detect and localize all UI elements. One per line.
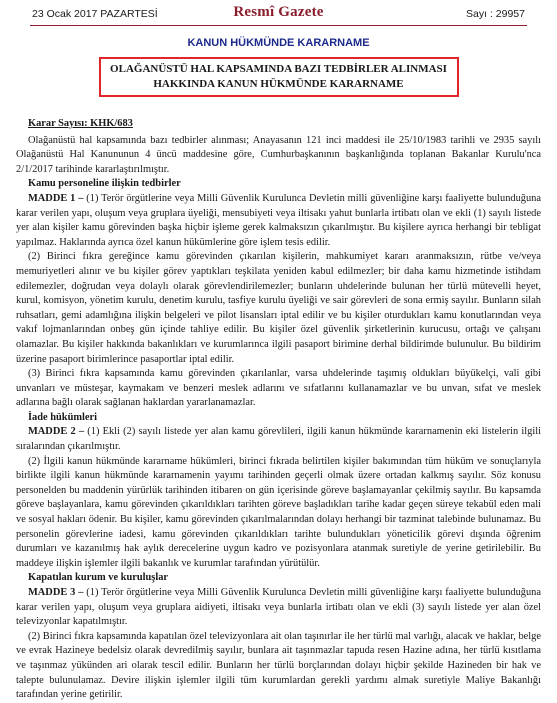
heading-reinstatement: İade hükümleri [28,411,97,423]
article-3-label: MADDE 3 – [28,587,84,598]
gazette-header [16,0,541,30]
section-title: KANUN HÜKMÜNDE KARARNAME [187,37,370,49]
header-date: 23 Ocak 2017 PAZARTESİ [32,8,158,20]
article-2-label: MADDE 2 – [28,426,85,438]
decision-number: Karar Sayısı: KHK/683 [28,118,133,129]
decree-body [16,117,541,703]
gazette-name: Resmî Gazete [233,4,324,20]
article-3-paragraph-1 [16,586,541,630]
article-1-paragraph-3: (3) Birinci fıkra kapsamında kamu görevinden çıkarılanlar, varsa uhdelerinde taşımış oldukları büyükelçi, vali gibi unvanları ve müsteşar, kaymakam ve benzeri meslek adlarını ve sıfatlarını kullanamazlar ve bu unvan, sıfat ve meslek adlarına bağlı olarak sağlanan haklardan yararlanamazlar. [16,368,541,409]
heading-closed-institutions: Kapatılan kurum ve kuruluşlar [28,572,169,584]
article-2-paragraph-1 [16,425,541,454]
article-1-paragraph-1 [16,192,541,250]
heading-personnel-measures: Kamu personeline ilişkin tedbirler [28,178,181,190]
decree-title-line-2: HAKKINDA KANUN HÜKMÜNDE KARARNAME [153,78,404,90]
decree-title-line-1: OLAĞANÜSTÜ HAL KAPSAMINDA BAZI TEDBİRLER ALINMASI [110,63,447,75]
header-divider [30,25,527,26]
decree-title-box [99,57,459,97]
intro-paragraph: Olağanüstü hal kapsamında bazı tedbirler alınması; Anayasanın 121 inci maddesi ile 25/10/1983 tarihli ve 2935 sayılı Olağanüstü Hal Kanununun 4 üncü maddesine göre, Cumhurbaşkanının başkanlığında toplanan Bakanlar Kurulu'nca 2/1/2017 tarihinde kararlaştırılmıştır. [16,134,541,175]
article-1-label: MADDE 1 – [28,192,84,204]
issue-number: Sayı : 29957 [466,8,525,20]
article-3-paragraph-2: (2) Birinci fıkra kapsamında kapatılan özel televizyonlara ait olan taşınırlar ile her türlü mal varlığı, alacak ve haklar, belge ve evrak Hazineye bedelsiz olarak devredilmiş sayılır, bunlara ait taşınmazlar tapuda resen Hazine adına, her türlü kısıtlama ve taşınmaz yükünden ari olarak tescil edilir. Bunların her türlü borçlarından dolayı hiçbir şekilde Hazineden bir hak ve talepte bulunulamaz. Devire ilişkin işlemler ilgili tüm kurumlardan gerekli yardımı almak suretiyle Maliye Bakanlığı tarafından yerine getirilir. [16,630,541,701]
article-1-paragraph-2: (2) Birinci fıkra gereğince kamu görevinden çıkarılan kişilerin, mahkumiyet kararı aranmaksızın, rütbe ve/veya memuriyetleri alınır ve bu kişiler görev yaptıkları teşkilata yeniden kabul edilmezler; bir daha kamu hizmetinde istihdam edilemezler, doğrudan veya dolaylı olarak görevlendirilemezler; bunların uhdelerinde bulunan her türlü mütevelli heyet, kurul, komisyon, yönetim kurulu, denetim kurulu, tasfiye kurulu üyeliği ve sair görevleri de sona ermiş sayılır. Bunların silah ruhsatları, gemi adamlığına ilişkin belgeleri ve pilot lisansları iptal edilir ve bu kişiler oturdukları kamu konutlarından veya vakıf lojmanlarından onbeş gün içinde tahliye edilir. Bu kişiler özel güvenlik şirketlerinin kurucusu, ortağı ve çalışanı olamazlar. Bu kişiler hakkında bakanlıkları ve kurumlarınca ilgili pasaport birimine derhal bildirimde bulunulur. Bu bildirim üzerine pasaport birimlerince pasaportlar iptal edilir. [16,251,541,365]
article-1-p1-text: (1) Terör örgütlerine veya Milli Güvenlik Kurulunca Devletin milli güvenliğine karşı faaliyette bulunduğuna karar verilen yapı, oluşum veya gruplara üyeliği, mensubiyeti veya iltisakı yahut bunlarla irtibatı olan ve ekli (1) sayılı listede yer alan kişiler kamu görevinden başka hiçbir işleme gerek kalmaksızın çıkarılmıştır. Bu kişilere ayrıca herhangi bir tebligat yapılmaz. Haklarında ayrıca özel kanun hükümlerine göre işlem tesis edilir. [16,192,541,248]
article-2-paragraph-2: (2) İlgili kanun hükmünde kararname hükümleri, birinci fıkrada belirtilen kişiler bakımından tüm hüküm ve sonuçlarıyla birlikte ilgili kanun hükmünde kararnamenin yayımı tarihinden geçerli olmak üzere ortadan kalkmış sayılır. Söz konusu personelden bu maddenin yürürlük tarihinden itibaren on gün içerisinde göreve başlamayanlar çekilmiş sayılır. Bu kapsamda göreve başlayanlara, kamu görevinden çıkarıldıkları tarihten göreve başladıkları tarihe kadar geçen süreye tekabül eden mali ve sosyal hakları ödenir. Bu kişiler, kamu görevinden çıkarılmalarından dolayı herhangi bir tazminat talebinde bulunamaz. Bu personelin görevlerine iadesi, kamu görevinden çıkarıldıkları tarihte bulundukları yöneticilik görevi dışında öğrenim durumları ve kazanılmış hak aylık derecelerine uygun kadro ve pozisyonlara atanmak suretiyle de yerine getirilebilir. Bu maddeye ilişkin işlemler ilgili bakanlık ve kurumlar tarafından yürütülür. [16,455,541,569]
article-3-p1-text: (1) Terör örgütlerine veya Milli Güvenlik Kurulunca Devletin milli güvenliğine karşı faaliyette bulunduğuna karar verilen yapı, oluşum veya gruplara aidiyeti, iltisakı veya bunlarla irtibatı olan ve ekli (3) sayılı listede yer alan özel televizyonlar kapatılmıştır. [16,587,541,628]
article-2-p1-text: (1) Ekli (2) sayılı listede yer alan kamu görevlileri, ilgili kanun hükmünde kararnamenin eki listelerin ilgili sıralarından çıkarılmıştır. [16,426,541,453]
